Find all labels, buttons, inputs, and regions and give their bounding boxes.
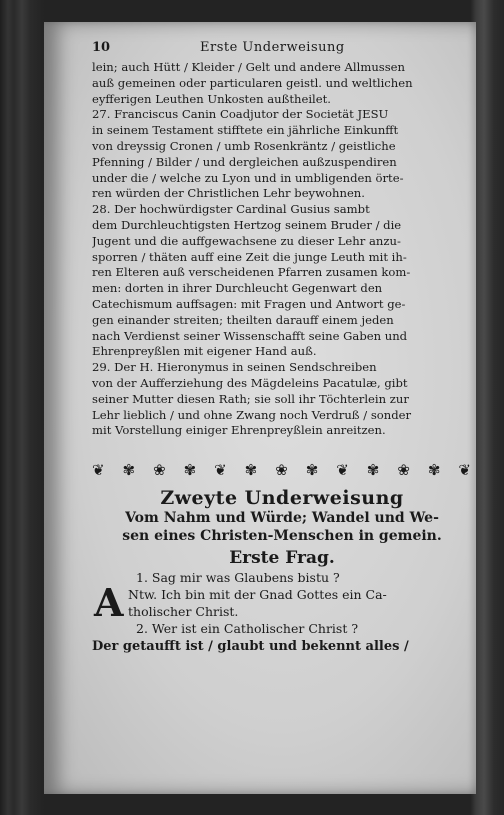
body-line: mit Vorstellung einiger Ehrenpreyßlein anreitzen.: [92, 423, 386, 438]
body-line: Pfenning / Bilder / und dergleichen außzuspendiren: [92, 154, 397, 169]
running-title: Erste Underweisung: [200, 40, 345, 55]
body-line: Jugent und die auffgewachsene zu dieser Lehr anzu-: [92, 233, 401, 248]
body-line: ren Elteren auß verscheidenen Pfarren zusamen kom-: [92, 265, 411, 280]
body-line: seiner Mutter diesen Rath; sie soll ihr Töchterlein zur: [92, 391, 409, 406]
ornament-glyph: ✾: [366, 461, 381, 480]
body-line: gen einander streiten; theilten darauff einem jeden: [92, 312, 394, 327]
section-title: Zweyte Underweisung: [160, 487, 404, 510]
question-2: 2. Wer ist ein Catholischer Christ ?: [136, 621, 359, 637]
section-subtitle-line: sen eines Christen-Menschen in gemein.: [122, 528, 442, 545]
body-line: dem Durchleuchtigsten Hertzog seinem Bruder / die: [92, 217, 402, 232]
body-line: sporren / thäten auff eine Zeit die junge Leuth mit ih-: [92, 249, 407, 264]
ornament-glyph: ❦: [92, 461, 106, 480]
body-line: von der Aufferziehung des Mägdeleins Pacatulæ, gibt: [92, 375, 408, 390]
page-number: 10: [92, 40, 111, 55]
section-subtitle-line: Vom Nahm und Würde; Wandel und We-: [125, 510, 439, 527]
ornament-glyph: ❦: [458, 461, 472, 480]
page-sheet: [44, 22, 476, 794]
body-line: Lehr lieblich / und ohne Zwang noch Verdruß / sonder: [92, 407, 412, 422]
body-line: nach Verdienst seiner Wissenschafft seine Gaben und: [92, 328, 408, 343]
body-line: auß gemeinen oder particularen geistl. und weltlichen: [92, 75, 413, 90]
ornament-glyph: ❀: [153, 461, 167, 480]
body-line: 27. Franciscus Canin Coadjutor der Societät JESU: [92, 107, 389, 122]
question-1: 1. Sag mir was Glaubens bistu ?: [136, 570, 340, 586]
ornament-glyph: ❦: [336, 461, 350, 480]
body-line: eyfferigen Leuthen Unkosten außtheilet.: [92, 91, 331, 106]
body-line: 29. Der H. Hieronymus in seinen Sendschreiben: [92, 360, 377, 375]
body-text: [92, 60, 472, 439]
ornament-glyph: ✾: [305, 461, 320, 480]
body-line: ren würden der Christlichen Lehr beywohnen.: [92, 186, 365, 201]
body-line: Catechismum auffsagen: mit Fragen und Antwort ge-: [92, 296, 406, 311]
answer-1-line: tholischer Christ.: [128, 604, 239, 620]
ornament-glyph: ✾: [427, 461, 442, 480]
answer-1-line: Ntw. Ich bin mit der Gnad Gottes ein Ca-: [128, 587, 387, 603]
body-line: men: dorten in ihrer Durchleucht Gegenwart den: [92, 281, 383, 296]
ornament-glyph: ❦: [214, 461, 228, 480]
body-line: in seinem Testament stifftete ein jährliche Einkunfft: [92, 123, 399, 138]
page-text: [92, 40, 472, 657]
answer-2-line: Der getaufft ist / glaubt und bekennt alles /: [92, 639, 409, 655]
body-line: Ehrenpreyßlen mit eigener Hand auß.: [92, 344, 317, 359]
ornament-glyph: ❀: [275, 461, 289, 480]
ornament-glyph: ✾: [122, 461, 137, 480]
answer-1: [92, 580, 472, 626]
drop-cap: A: [94, 580, 124, 626]
body-line: 28. Der hochwürdigster Cardinal Gusius sambt: [92, 202, 370, 217]
body-line: under die / welche zu Lyon und in umbligenden örte-: [92, 170, 404, 185]
ornament-glyph: ✾: [183, 461, 198, 480]
body-line: lein; auch Hütt / Kleider / Gelt und andere Allmussen: [92, 60, 406, 74]
printer-ornament-band: [92, 461, 472, 479]
page-header: [92, 40, 472, 60]
ornament-glyph: ✾: [244, 461, 259, 480]
question-heading: Erste Frag.: [229, 548, 335, 569]
body-line: von dreyssig Cronen / umb Rosenkräntz / geistliche: [92, 138, 396, 153]
ornament-glyph: ❀: [397, 461, 411, 480]
